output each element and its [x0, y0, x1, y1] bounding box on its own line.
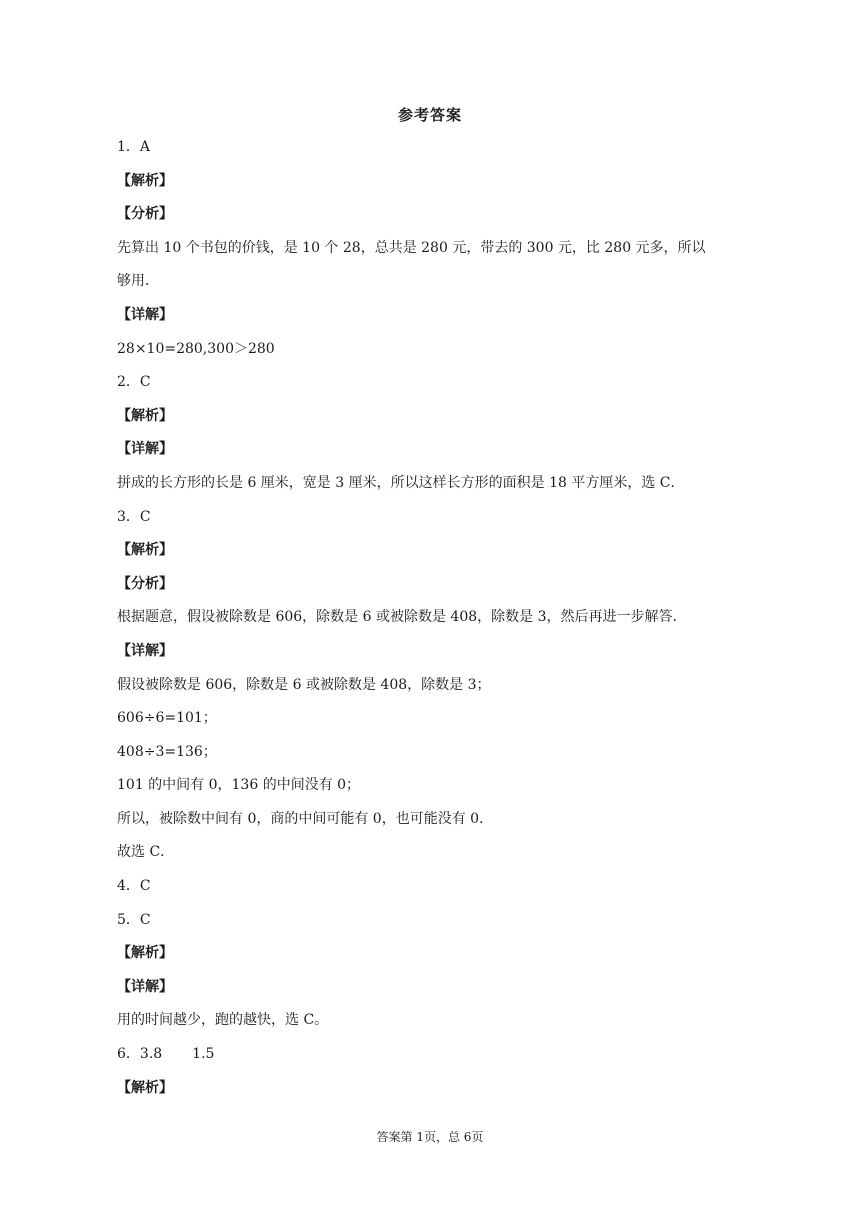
answer-line: 4．C	[117, 878, 151, 895]
explanation-text: 故选 C．	[117, 844, 175, 861]
breakdown-tag: 【分析】	[117, 575, 173, 592]
explanation-text: 拼成的长方形的长是 6 厘米，宽是 3 厘米，所以这样长方形的面积是 18 平方厘米，选 C．	[117, 474, 685, 491]
analysis-tag: 【解析】	[117, 172, 173, 189]
page-title: 参考答案	[397, 106, 462, 124]
analysis-tag: 【解析】	[117, 407, 173, 424]
explanation-text: 够用．	[117, 273, 159, 290]
answer-line: 6．3.8 1.5	[117, 1046, 215, 1063]
explanation-text: 101 的中间有 0，136 的中间没有 0；	[117, 777, 361, 794]
second-answer: 1.5	[192, 1046, 215, 1063]
detail-tag: 【详解】	[117, 642, 173, 659]
answer-line: 2．C	[117, 374, 151, 391]
analysis-tag: 【解析】	[117, 542, 173, 559]
answer-content	[117, 131, 757, 1105]
answer-line: 1．A	[117, 139, 151, 155]
explanation-text: 28×10=280,300＞280	[117, 340, 275, 357]
analysis-tag: 【解析】	[117, 1079, 173, 1096]
detail-tag: 【详解】	[117, 978, 173, 995]
breakdown-tag: 【分析】	[117, 206, 173, 223]
explanation-text: 根据题意，假设被除数是 606，除数是 6 或被除数是 408，除数是 3，然后再进一步解答．	[117, 609, 687, 626]
explanation-text: 606÷6=101；	[117, 710, 217, 727]
explanation-text: 假设被除数是 606，除数是 6 或被除数是 408，除数是 3；	[117, 676, 491, 693]
detail-tag: 【详解】	[117, 441, 173, 458]
page-footer: 答案第 1页，总 6页	[376, 1130, 484, 1144]
explanation-text: 408÷3=136；	[117, 743, 217, 760]
detail-tag: 【详解】	[117, 306, 173, 323]
explanation-text: 先算出 10 个书包的价钱，是 10 个 28，总共是 280 元，带去的 300 元，比 280 元多，所以	[117, 239, 706, 256]
answer-line: 3．C	[117, 508, 151, 525]
explanation-text: 所以，被除数中间有 0，商的中间可能有 0，也可能没有 0．	[117, 810, 494, 827]
analysis-tag: 【解析】	[117, 945, 173, 962]
answer-line: 5．C	[117, 911, 151, 928]
explanation-text: 用的时间越少，跑的越快，选 C。	[117, 1012, 329, 1029]
